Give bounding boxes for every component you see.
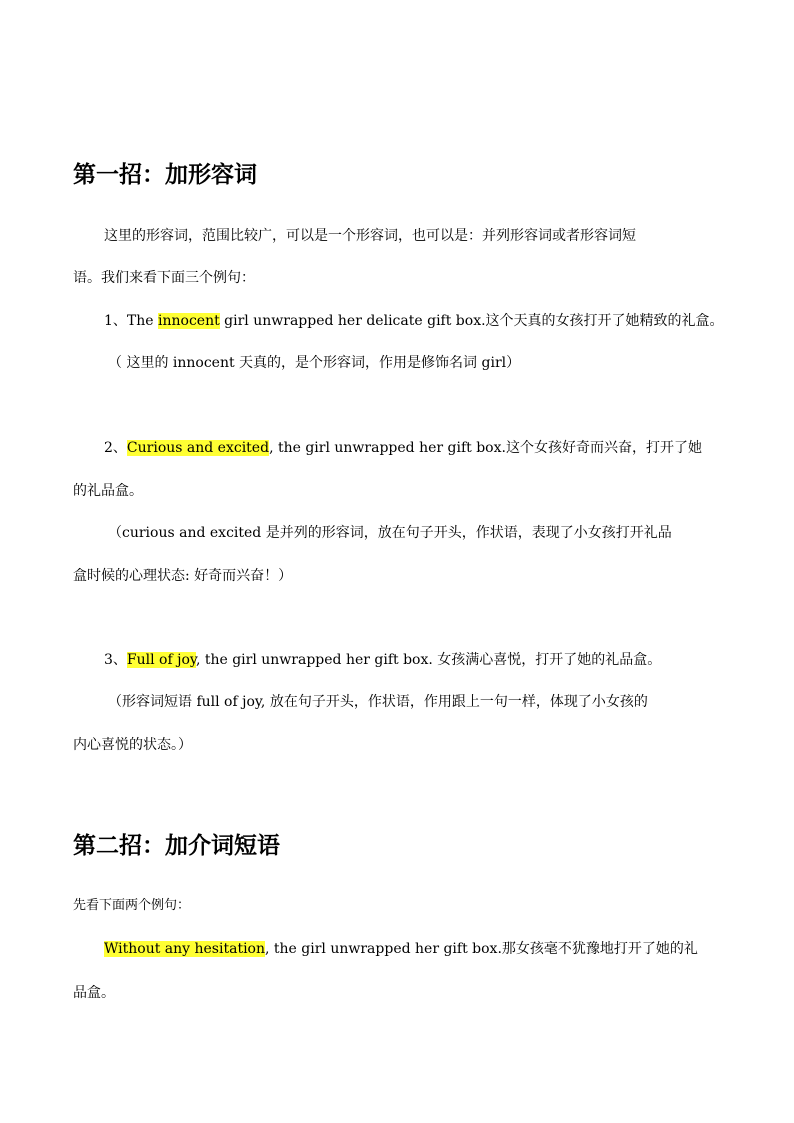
section2-heading: 第二招：加介词短语 — [73, 832, 280, 859]
section2-example1-rest: , the girl unwrapped her gift box.那女孩毫不犹豫地打开了她的礼 — [265, 941, 698, 957]
example3-note-line2: 内心喜悦的状态。） — [73, 737, 192, 753]
section2-example1-line2: 品盒。 — [73, 985, 115, 1001]
example3-rest: , the girl unwrapped her gift box. 女孩满心喜悦，打开了她的礼品盒。 — [195, 652, 662, 668]
example2-rest: , the girl unwrapped her gift box.这个女孩好奇而兴奋，打开了她 — [269, 440, 702, 456]
example3-prefix: 3、 — [104, 652, 127, 668]
example1-rest: girl unwrapped her delicate gift box.这个天真的女孩打开了她精致的礼盒。 — [219, 313, 724, 329]
example1-highlight: innocent — [158, 313, 220, 329]
example2-highlight: Curious and excited — [126, 440, 270, 456]
section2-example1-highlight: Without any hesitation — [104, 941, 265, 957]
example3-note-line1: （形容词短语 full of joy, 放在句子开头，作状语，作用跟上一句一样，体现了小女孩的 — [108, 694, 648, 710]
example2-line2: 的礼品盒。 — [73, 483, 143, 499]
example1-prefix: 1、The — [104, 313, 158, 329]
section1-intro-line1: 这里的形容词，范围比较广，可以是一个形容词，也可以是：并列形容词或者形容词短 — [104, 228, 636, 244]
example2-note-line1: （curious and excited 是并列的形容词，放在句子开头，作状语，表现了小女孩打开礼品 — [108, 525, 672, 541]
example2-sentence — [104, 438, 702, 458]
example1-note: （ 这里的 innocent 天真的，是个形容词，作用是修饰名词 girl） — [108, 355, 521, 371]
section2-intro: 先看下面两个例句： — [73, 898, 191, 913]
section1-intro-line2: 语。我们来看下面三个例句： — [73, 270, 255, 286]
example2-note-line2: 盒时候的心理状态: 好奇而兴奋！） — [73, 568, 293, 584]
section2-example1-sentence — [104, 939, 698, 959]
example1-sentence — [104, 311, 724, 331]
example2-prefix: 2、 — [104, 440, 127, 456]
section1-heading: 第一招：加形容词 — [73, 161, 257, 188]
example3-highlight: Full of joy — [126, 652, 196, 668]
example3-sentence — [104, 650, 661, 670]
